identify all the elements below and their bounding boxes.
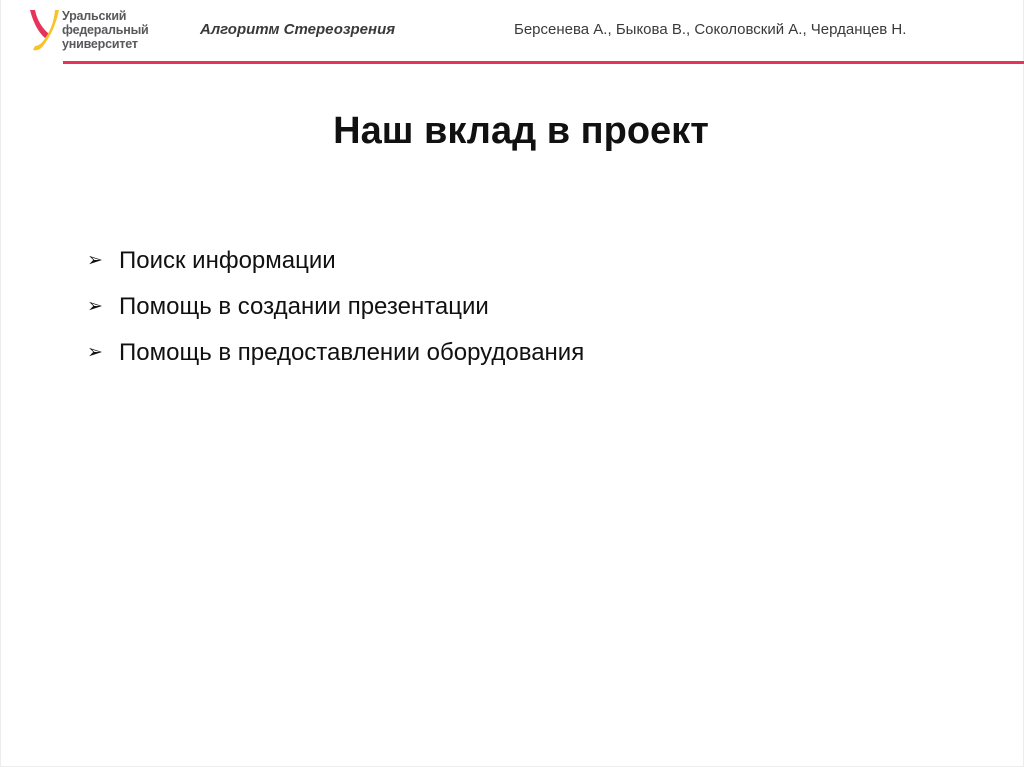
university-logo	[29, 8, 169, 54]
authors-line: Берсенева А., Быкова В., Соколовский А., Черданцев Н.	[514, 21, 907, 38]
header-divider	[63, 61, 1024, 64]
logo-line: университет	[62, 37, 138, 51]
bullet-item	[87, 290, 584, 336]
bullet-list	[87, 244, 584, 382]
bullet-text: Помощь в создании презентации	[119, 293, 489, 320]
bullet-text: Поиск информации	[119, 247, 336, 274]
arrow-bullet-icon: ➢	[87, 296, 103, 317]
bullet-item	[87, 336, 584, 382]
logo-line: федеральный	[62, 23, 149, 37]
arrow-bullet-icon: ➢	[87, 342, 103, 363]
bullet-text: Помощь в предоставлении оборудования	[119, 339, 585, 366]
course-title: Алгоритм Стереозрения	[200, 21, 396, 38]
slide-header	[1, 0, 1024, 64]
urfu-logo-icon	[29, 8, 61, 52]
bullet-item	[87, 244, 584, 290]
logo-wordmark	[62, 9, 149, 51]
arrow-bullet-icon: ➢	[87, 250, 103, 271]
logo-line: Уральский	[62, 9, 127, 23]
slide-title: Наш вклад в проект	[333, 110, 709, 152]
